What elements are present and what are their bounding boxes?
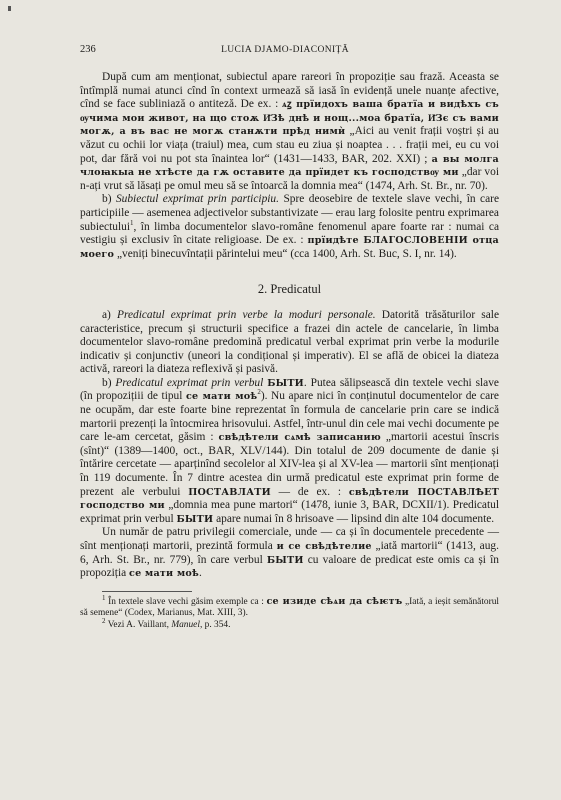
predicate-b-text-5: „domnia mea pune martori“ (1478, iunie 3, BAR, DCXII/1). Predicatul exprimat prin verbul — [80, 499, 499, 525]
item-label-b: b) — [102, 193, 112, 206]
footnotes — [80, 593, 500, 631]
intro-text: După cum am menționat, subiectul apare rareori în propoziție sau frază. Aceasta se întîmplă numai atunci cînd în context urmează să iasă în evidență unele nuanțe afective, cînd se face subliniază o antiteză. De ex. : — [80, 71, 499, 111]
item-title-b: Predicatul exprimat prin verbul — [115, 376, 264, 389]
page-header — [80, 44, 499, 55]
verb-byti-3: БЫТИ — [266, 554, 304, 566]
running-title: LUCIA DJAMO-DIACONIȚĂ — [221, 45, 349, 55]
section-heading: 2. Predicatul — [257, 282, 322, 297]
participle-text: Spre deosebire de textele slave vechi, în care participiile — asemenea adjectivelor substantivizate — erau larg folosite pentru exprimarea subiectului — [80, 193, 500, 233]
verb-byti: БЫТИ — [267, 377, 304, 389]
main-text — [80, 71, 499, 581]
predicate-b-text-3: „martorii acestui înscris (sînt)“ (1389—1400, oct., BAR, XLV/144). Din totalul de 209 documente de danie și întărire cercetate — aparținînd secolelor al XIV-lea și al XV-lea — martorii sînt menționați în 119 documente. În 7 dintre acestea din urmă predicatul este exprimat prin forme de prezent ale verbului — [80, 431, 500, 498]
footnote-1-slavonic: се изиде сѣѧи да сѣѥтъ — [266, 595, 403, 607]
predicate-b-text-1: . Putea sălipsească din textele vechi slave (în propozițiii de tipul — [80, 376, 499, 403]
item-title-a: Predicatul exprimat prin verbe la moduri personale. — [116, 308, 376, 321]
slavonic-quote-6: свѣдѣтели ПОСТАВЛѢЕТ господство ми — [80, 486, 499, 512]
privileges-text-2: „iată martorii“ (1413, aug. 6, Arh. St. Br., nr. 779), în care verbul — [80, 540, 499, 566]
paragraph-subject-intro — [80, 71, 499, 193]
footnote-1-text: În textele slave vechi găsim exemple ca : — [108, 596, 264, 607]
slavonic-quote-8: се мати моѣ — [129, 568, 199, 580]
translation-1: „Aici au venit frații voștri și au văzut cu ochii lor viața (traiul) mea, cum stau eu ziua și noaptea . . . frații mei, eu cu voi pot, dar fără voi nu pot sta înaintea lor“ (1431—1433, BAR, 202. XXI) ; — [80, 125, 500, 165]
footnote-2-number: 2 — [102, 616, 106, 625]
page-number: 236 — [80, 44, 96, 55]
slavonic-quote-3: прїидѣте БЛАГОСЛОВЕНІИ отца моего — [80, 235, 499, 260]
footnote-divider — [102, 591, 192, 592]
translation-2: „dar voi n-ați vrut să lăsați pe omul meu să se întoarcă la domnia mea“ (1474, Arh. St. Br., nr. 70). — [80, 166, 499, 192]
predicate-b-text-6: apare numai în 8 hrisoave — lipsind din alte 104 documente. — [216, 512, 495, 525]
paragraph-predicate-b — [80, 377, 499, 527]
participle-text-2: , în limba documentelor slavo-române fenomenul apare foarte rar : numai ca vestigiu și exclusiv în citate religioase. De ex. : — [80, 220, 499, 247]
footnote-ref-1: 1 — [129, 218, 134, 227]
scan-mark — [8, 6, 11, 11]
paragraph-participle — [80, 193, 499, 261]
slavonic-quote-7: и се свѣдѣтелие — [276, 541, 372, 552]
slavonic-quote-4: се мати моѣ — [185, 391, 258, 403]
slavonic-quote-2: а вы молга члоꙗкыа не хтѣсте да гѫ оставите да прїидет къ господствѹ ми — [80, 153, 499, 179]
privileges-text-4: . — [198, 567, 202, 580]
footnote-1-number: 1 — [102, 593, 106, 602]
verb-byti-2: БЫТИ — [176, 513, 214, 525]
predicate-b-text-4: — de ex. : — [278, 485, 342, 498]
verb-postavlati: ПОСТАВЛАТИ — [188, 486, 271, 498]
footnote-1-translation: „Iată, a ieșit semănătorul să semene“ (Codex, Marianus, Mat. XIII, 3). — [80, 596, 500, 619]
predicate-b-text-2: ). Nu apare nici în conținutul documentelor de care ne ocupăm, dar este foarte bine reprezentat în formula de cancelarie prin care se indică martorii prezenți la întocmirea hrisovului. Astfel, într-unul din cele mai vechi documente pe care le-am cercetat, găsim : — [80, 390, 499, 444]
footnote-ref-2: 2 — [257, 388, 261, 397]
paragraph-privileges — [80, 526, 499, 580]
footnote-2 — [80, 616, 499, 631]
footnote-2-text: Vezi A. Vaillant, — [107, 619, 169, 630]
predicate-a-text: Datorită trăsăturilor sale caracteristice, precum și structurii specifice a frazei din actele de cancelarie, în limba documentelor slavo-române predomină predicatul verbal exprimat prin verbe la modurile indicativ și conjunctiv (uneori la condițional și imperativ). El se află de obicei la diateza activă, rareori la diateza reflexivă și pasivă. — [80, 308, 499, 376]
item-title-participle: Subiectul exprimat prin participiu. — [115, 193, 279, 206]
privileges-text-3: cu valoare de predicat este omis ca și în propoziția — [80, 553, 499, 580]
slavonic-quote-1: ѧꙁ прїидохъ ваша братїа и видѣхъ съ ѹчима мои живот, на що стоѫ И҃Зѣ днѣ и нощ...моа братїа, И҃Зє съ вами могѫ, а въ вас не могѫ станѫти прѣд нимѝ — [80, 99, 499, 138]
footnote-1 — [80, 593, 500, 620]
paragraph-predicate-a — [80, 309, 499, 377]
participle-translation: „veniți binecuvîntații părintelui meu“ (cca 1400, Arh. St. Buc, S. I, nr. 14). — [116, 247, 457, 260]
privileges-text-1: Un număr de patru privilegii comerciale, unde — ca și în documentele precedente — sînt menționați martorii, prezintă formula — [80, 526, 499, 552]
footnote-2-rest: , p. 354. — [199, 619, 231, 630]
slavonic-quote-5: свѣдѣтели сѧмѣ записанию — [218, 432, 381, 444]
footnote-2-title: Manuel — [171, 619, 200, 630]
item-label-a: a) — [102, 308, 111, 321]
item-label-b2: b) — [102, 376, 112, 389]
